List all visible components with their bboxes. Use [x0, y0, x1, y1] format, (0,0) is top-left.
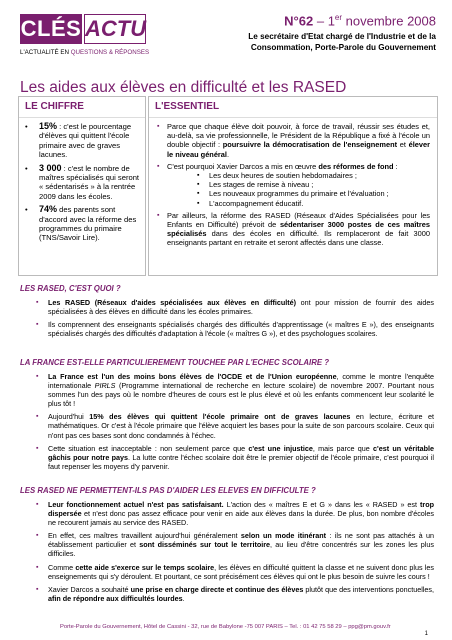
footer-address: Porte-Parole du Gouvernement, Hôtel de Cassini - 32, rue de Babylone -75 007 PARIS – Tel. : 01 42 75 58 29 – ppg@pm.gouv.fr	[60, 624, 391, 630]
paragraph: ▪ Les RASED (Réseaux d'aides spécialisées aux élèves en difficulté) ont pour mission de fournir des aides spécialisées à des élèves en difficulté dans les écoles primaires.	[48, 298, 434, 316]
paragraph: ▪ En effet, ces maîtres travaillent aujourd'hui généralement selon un mode itinérant : ils ne sont pas attachés à un établissement particulier et sont disséminés sur tout le territoire, au lieu d'être concentrés sur les zones les plus difficiles.	[48, 531, 434, 558]
section-heading-echec: LA FRANCE EST-ELLE PARTICULIEREMENT TOUCHEE PAR L'ECHEC SCOLAIRE ?	[20, 358, 329, 367]
issue-number: N°62 – 1er novembre 2008	[284, 13, 436, 29]
paragraph: ▪ Leur fonctionnement actuel n'est pas satisfaisant. L'action des « maîtres E et G » dans les « RASED » est trop dispersée et n'est donc pas assez efficace pour venir en aide aux élèves dans la durée. De plus, bon nombre d'écoles ne recourent jamais au service des RASED.	[48, 500, 434, 527]
paragraph: ▪ La France est l'un des moins bons élèves de l'OCDE et de l'Union européenne, comme le montre l'enquête internationale PIRLS (Programme international de recherche en lecture scolaire) de novembre 2007. Pourtant nous sommes l'un des pays où le nombre d'heures de cours est le plus élevé et où les enfants commencent leur scolarité le plus tôt !	[48, 372, 434, 408]
reform-item: ▪ L'accompagnement éducatif.	[197, 199, 430, 208]
paragraph: ▪ Ils comprennent des enseignants spécialisés chargés des difficultés d'apprentissage (« maîtres E »), des enseignants spécialisés chargés des difficultés d'adaptation à l'école (« maîtres G »), et des psychologues scolaires.	[48, 320, 434, 338]
section-heading-aide: LES RASED NE PERMETTENT-ILS PAS D'AIDER LES ELEVES EN DIFFICULTE ?	[20, 486, 316, 495]
ministry-heading: Le secrétaire d'Etat chargé de l'Industrie et de la Consommation, Porte-Parole du Gouvernement	[248, 32, 436, 52]
reform-item: ▪ Les nouveaux programmes du primaire et l'évaluation ;	[197, 189, 430, 198]
essentiel-item: ▪ Par ailleurs, la réforme des RASED (Réseaux d'Aides Spécialisées pour les Enfants en Difficulté) prévoit de sédentariser 3000 postes de ces maîtres spécialisés dans des écoles en difficulté. Ils remplaceront de fait 3000 enseignants partant en retraite et seront affectés dans une classe.	[157, 211, 430, 248]
paragraph: ▪ Comme cette aide s'exerce sur le temps scolaire, les élèves en difficulté quittent la classe et ne suivent donc plus les enseignements qui s'y déroulent. Et pourtant, ce sont précisément ces élèves qui ont le plus besoin de suivre les cours !	[48, 563, 434, 581]
logo-actu: ACTU	[84, 14, 146, 44]
essentiel-heading: L'ESSENTIEL	[149, 97, 437, 118]
chiffre-item: • 15% : c'est le pourcentage d'élèves qui quittent l'école primaire avec de graves lacunes.	[25, 122, 141, 160]
section-heading-rased: LES RASED, C'EST QUOI ?	[20, 284, 121, 293]
page-title: Les aides aux élèves en difficulté et les RASED	[20, 79, 347, 96]
reform-item: ▪ Les stages de remise à niveau ;	[197, 180, 430, 189]
essentiel-panel	[148, 96, 438, 276]
reform-item: ▪ Les deux heures de soutien hebdomadaires ;	[197, 171, 430, 180]
section-body-echec	[48, 372, 434, 475]
paragraph: ▪ Cette situation est inacceptable : non seulement parce que c'est une injustice, mais parce que c'est un véritable gâchis pour notre pays. La lutte contre l'échec scolaire doit être le premier objectif de l'école primaire, c'est pourquoi il faut repenser les moyens d'y parvenir.	[48, 444, 434, 471]
essentiel-item: ▪ Parce que chaque élève doit pouvoir, à force de travail, réussir ses études et, au-delà, sa vie professionnelle, le Président de la République a fixé à l'école un double objectif : poursuivre la démocratisation de l'enseignement et élever le niveau général.	[157, 122, 430, 159]
chiffre-item: • 74% des parents sont d'accord avec la réforme des programmes du primaire (TNS/Savoir Lire).	[25, 205, 141, 243]
chiffre-panel	[18, 96, 146, 276]
page-number: 1	[424, 631, 428, 637]
paragraph: ▪ Xavier Darcos a souhaité une prise en charge directe et continue des élèves plutôt que des interventions ponctuelles, afin de répondre aux difficultés lourdes.	[48, 585, 434, 603]
logo-cles: CLÉS	[20, 14, 82, 44]
paragraph: ▪ Aujourd'hui 15% des élèves qui quittent l'école primaire ont de graves lacunes en lecture, écriture et mathématiques. Or c'est à l'école primaire que l'élève acquiert les bases pour la suite de son parcours scolaire. Ceux qui n'ont pas ces bases sont donc condamnés à l'échec.	[48, 412, 434, 439]
essentiel-item: ▪ C'est pourquoi Xavier Darcos a mis en œuvre des réformes de fond : ▪ Les deux heures de soutien hebdomadaires ; ▪ Les stages de remise à niveau ; ▪ Les nouveaux programmes du primaire et l'évaluation ; ▪ L'accompagnement éducatif.	[157, 162, 430, 208]
section-body-aide	[48, 500, 434, 607]
tagline: L'ACTUALITÉ EN QUESTIONS & RÉPONSES	[20, 49, 150, 56]
chiffre-heading: LE CHIFFRE	[19, 97, 145, 118]
section-body-rased	[48, 298, 434, 342]
chiffre-item: • 3 000 : c'est le nombre de maîtres spécialisés qui seront « sédentarisés » à la rentrée 2009 dans les écoles.	[25, 164, 141, 202]
